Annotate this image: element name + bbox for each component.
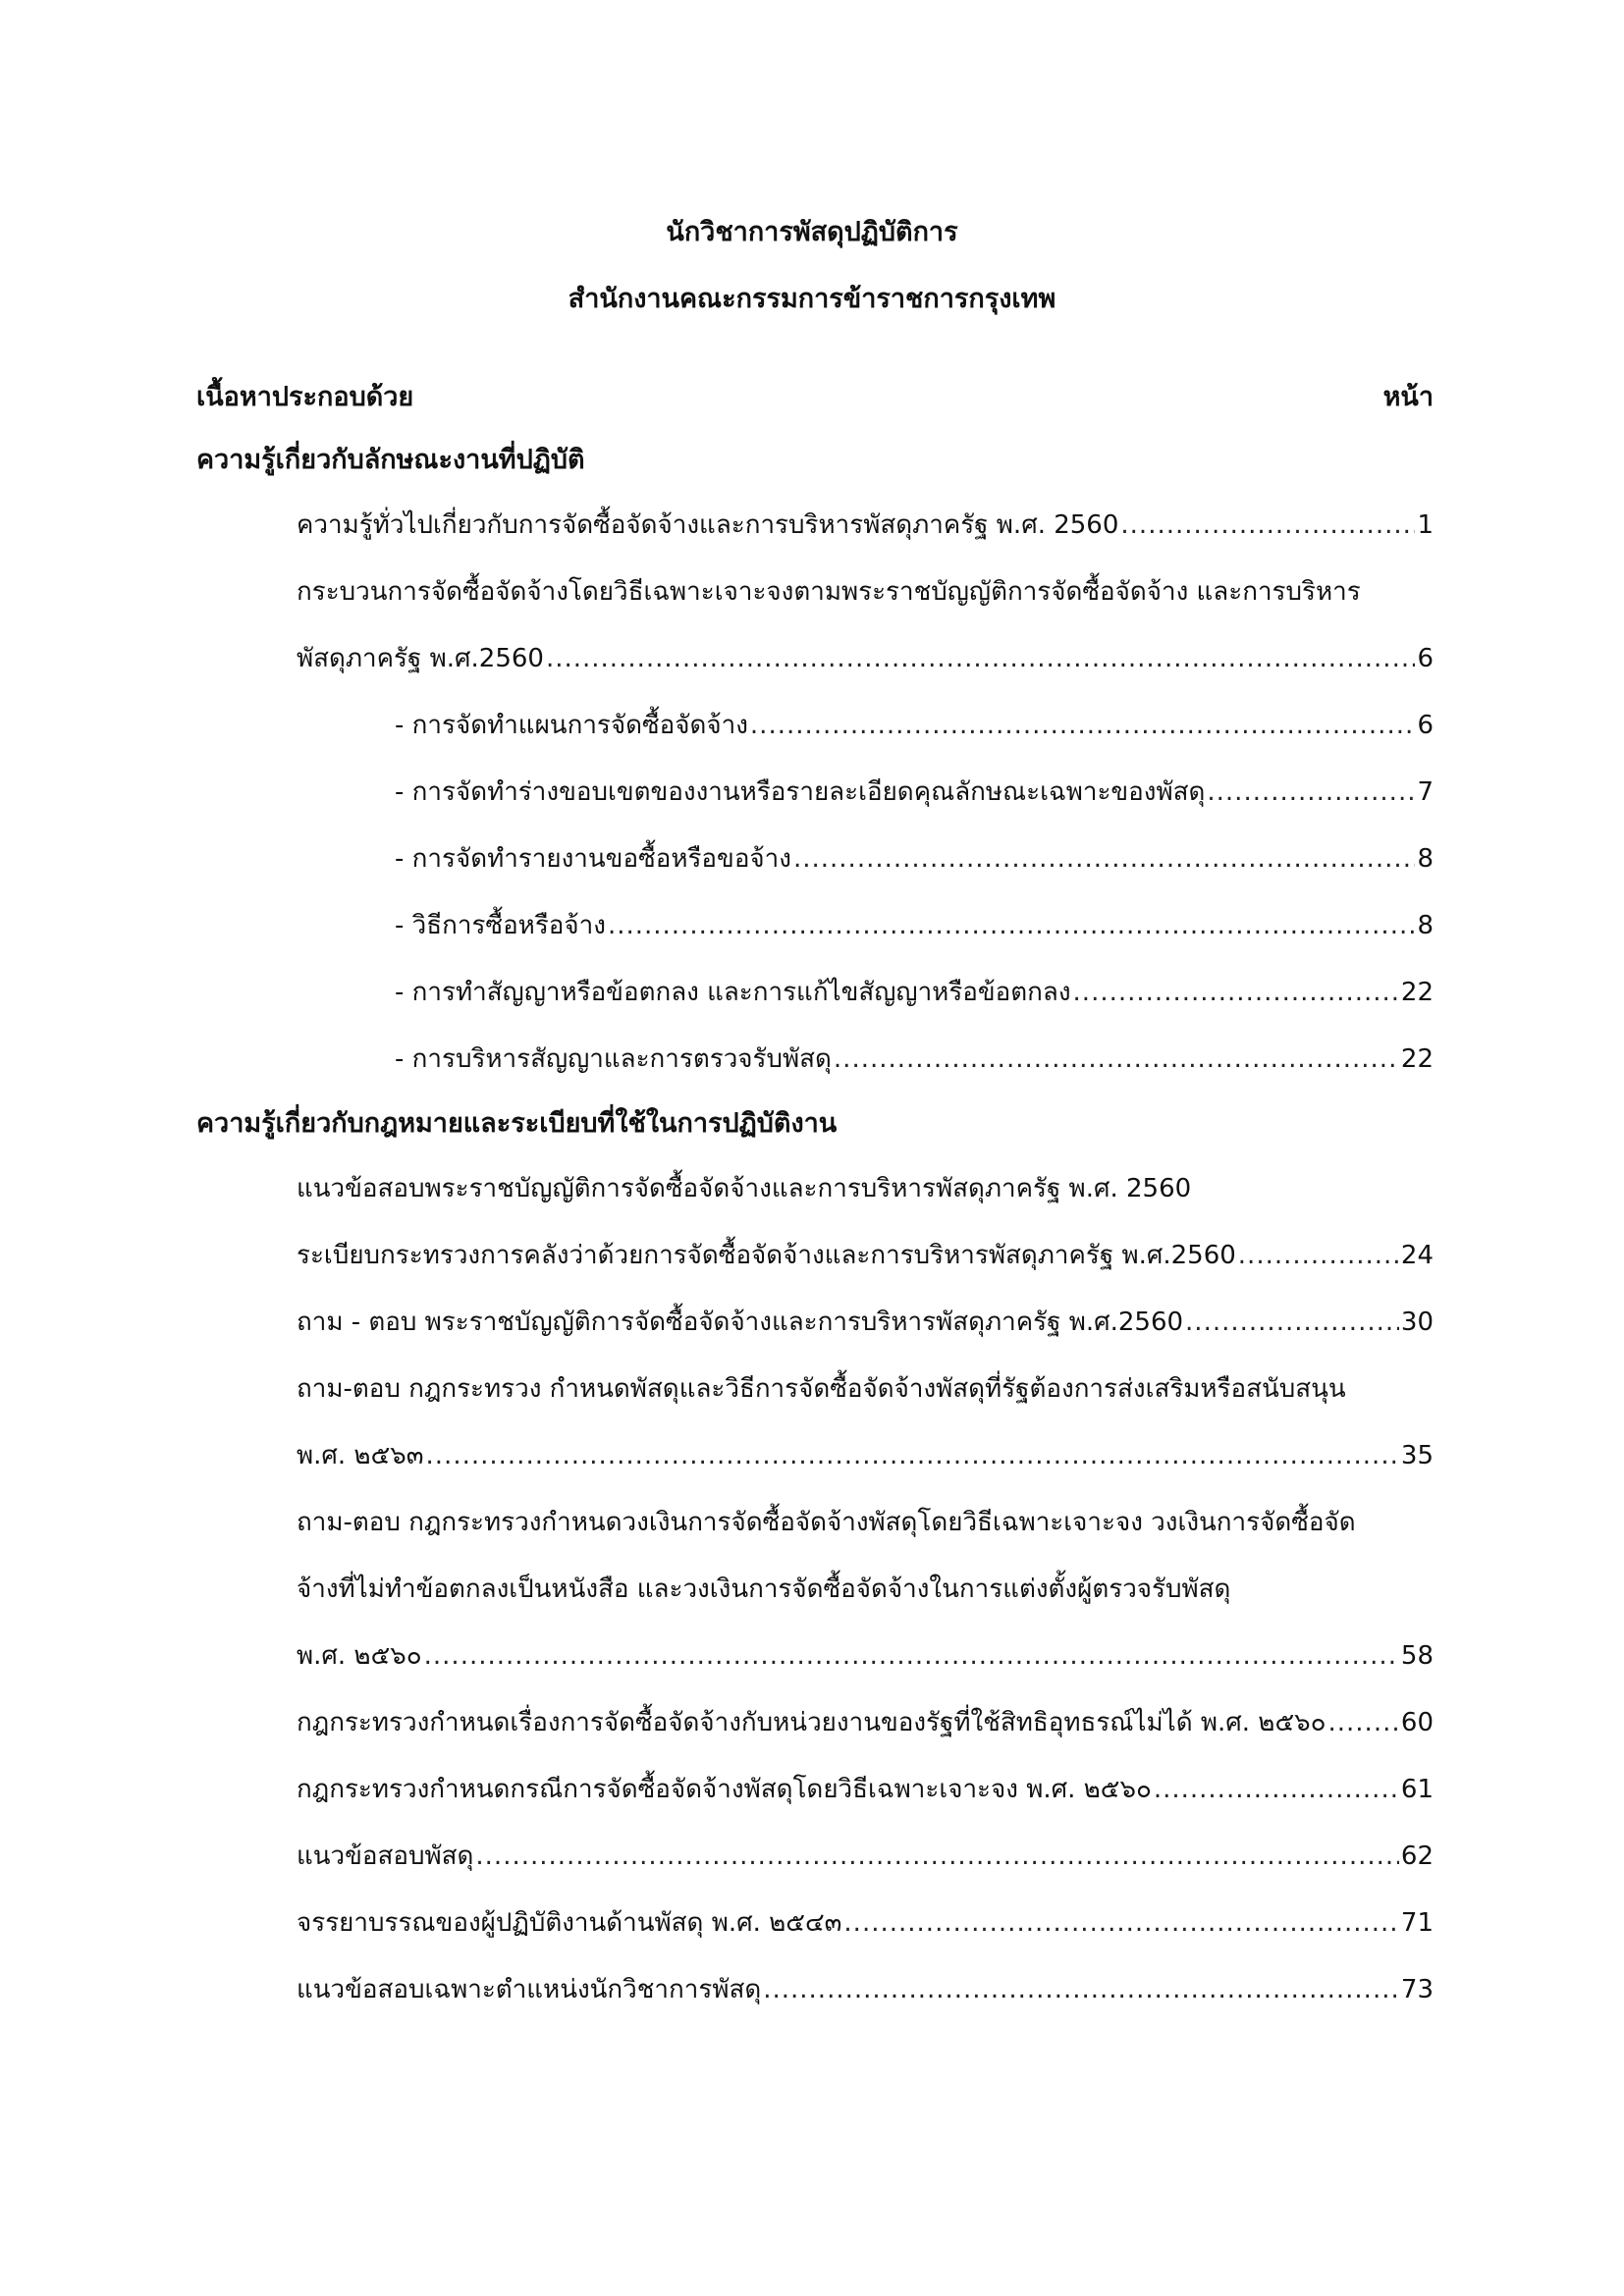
- toc-entry-text: ถาม - ตอบ พระราชบัญญัติการจัดซื้อจัดจ้างและการบริหารพัสดุภาครัฐ พ.ศ.2560: [297, 1308, 1184, 1337]
- toc-entry-page: 71: [1400, 1908, 1434, 1938]
- toc-subentry: [395, 705, 1434, 745]
- toc-subentry: [395, 972, 1434, 1012]
- toc-entry-page: 22: [1400, 1044, 1434, 1074]
- toc-entry-text: ถาม-ตอบ กฎกระทรวง กำหนดพัสดุและวิธีการจัดซื้อจัดจ้างพัสดุที่รัฐต้องการส่งเสริมหรือสนับสนุน: [297, 1374, 1346, 1404]
- toc-entry: [297, 1836, 1434, 1876]
- document-title: นักวิชาการพัสดุปฏิบัติการ: [666, 217, 958, 247]
- toc-entry-page: 61: [1400, 1775, 1434, 1804]
- toc-entry-text: - การจัดทำร่างขอบเขตของงานหรือรายละเอียดคุณลักษณะเฉพาะของพัสดุ: [395, 777, 1206, 807]
- toc-entry-text: แนวข้อสอบเฉพาะตำแหน่งนักวิชาการพัสดุ: [297, 1975, 762, 2004]
- toc-entry-page: 58: [1400, 1641, 1434, 1671]
- toc-entry-page: 24: [1400, 1241, 1434, 1270]
- toc-entry: [297, 1302, 1434, 1342]
- toc-entry-text: จ้างที่ไม่ทำข้อตกลงเป็นหนังสือ และวงเงินการจัดซื้อจัดจ้างในการแต่งตั้งผู้ตรวจรับพัสดุ: [297, 1575, 1231, 1604]
- toc-entry: [297, 1902, 1434, 1943]
- dot-leader: [1154, 1775, 1399, 1804]
- toc-entry-page: 30: [1400, 1308, 1434, 1337]
- document-subtitle: สำนักงานคณะกรรมการข้าราชการกรุงเทพ: [568, 284, 1056, 314]
- page-column-label: หน้า: [1382, 382, 1434, 412]
- toc-entry-text: - การจัดทำรายงานขอซื้อหรือขอจ้าง: [395, 844, 791, 874]
- toc-entry-text: กระบวนการจัดซื้อจัดจ้างโดยวิธีเฉพาะเจาะจงตามพระราชบัญญัติการจัดซื้อจัดจ้าง และการบริหาร: [297, 577, 1361, 607]
- toc-entry-text: ระเบียบกระทรวงการคลังว่าด้วยการจัดซื้อจัดจ้างและการบริหารพัสดุภาครัฐ พ.ศ.2560: [297, 1241, 1236, 1270]
- toc-entry-page: 6: [1417, 711, 1434, 740]
- contents-label: เนื้อหาประกอบด้วย: [196, 382, 414, 412]
- dot-leader: [834, 1044, 1399, 1074]
- toc-entry-page: 7: [1417, 777, 1434, 807]
- dot-leader: [750, 711, 1416, 740]
- toc-entry: [297, 1969, 1434, 2009]
- toc-entry: [297, 1769, 1434, 1809]
- toc-entry-text: - การบริหารสัญญาและการตรวจรับพัสดุ: [395, 1044, 832, 1074]
- dot-leader: [426, 1441, 1399, 1470]
- section-heading-law: ความรู้เกี่ยวกับกฎหมายและระเบียบที่ใช้ในการปฏิบัติงาน: [196, 1108, 838, 1139]
- toc-entry-text: พัสดุภาครัฐ พ.ศ.2560: [297, 644, 544, 673]
- toc-subentry: [395, 838, 1434, 879]
- toc-entry-page: 22: [1400, 978, 1434, 1007]
- toc-entry-page: 8: [1417, 844, 1434, 874]
- section-heading-work: ความรู้เกี่ยวกับลักษณะงานที่ปฏิบัติ: [196, 445, 585, 475]
- dot-leader: [608, 911, 1416, 940]
- toc-entry-page: 8: [1417, 911, 1434, 940]
- toc-subentry: [395, 905, 1434, 945]
- toc-entry: [297, 1435, 1434, 1475]
- dot-leader: [1073, 978, 1399, 1007]
- toc-entry-text: - การทำสัญญาหรือข้อตกลง และการแก้ไขสัญญาหรือข้อตกลง: [395, 978, 1071, 1007]
- toc-entry-page: 6: [1417, 644, 1434, 673]
- toc-entry-text: ความรู้ทั่วไปเกี่ยวกับการจัดซื้อจัดจ้างและการบริหารพัสดุภาครัฐ พ.ศ. 2560: [297, 510, 1119, 540]
- toc-entry-text: พ.ศ. ๒๕๖๐: [297, 1641, 422, 1671]
- toc-entry: [297, 1235, 1434, 1275]
- toc-entry-page: 35: [1400, 1441, 1434, 1470]
- dot-leader: [1328, 1708, 1399, 1737]
- dot-leader: [546, 644, 1416, 673]
- dot-leader: [843, 1908, 1398, 1938]
- toc-entry-page: 60: [1400, 1708, 1434, 1737]
- toc-entry-text: แนวข้อสอบพัสดุ: [297, 1842, 474, 1871]
- toc-entry-text: - การจัดทำแผนการจัดซื้อจัดจ้าง: [395, 711, 748, 740]
- toc-subentry: [395, 772, 1434, 812]
- toc-entry-text: พ.ศ. ๒๕๖๓: [297, 1441, 424, 1470]
- dot-leader: [793, 844, 1415, 874]
- toc-entry: [297, 505, 1434, 545]
- dot-leader: [1238, 1241, 1399, 1270]
- dot-leader: [475, 1842, 1399, 1871]
- toc-entry-text: แนวข้อสอบพระราชบัญญัติการจัดซื้อจัดจ้างและการบริหารพัสดุภาครัฐ พ.ศ. 2560: [297, 1174, 1192, 1203]
- dot-leader: [1185, 1308, 1399, 1337]
- toc-entry-text: กฎกระทรวงกำหนดเรื่องการจัดซื้อจัดจ้างกับหน่วยงานของรัฐที่ใช้สิทธิอุทธรณ์ไม่ได้ พ.ศ. ๒๕๖๐: [297, 1708, 1326, 1737]
- dot-leader: [424, 1641, 1399, 1671]
- toc-entry-page: 62: [1400, 1842, 1434, 1871]
- toc-entry-text: ถาม-ตอบ กฎกระทรวงกำหนดวงเงินการจัดซื้อจัดจ้างพัสดุโดยวิธีเฉพาะเจาะจง วงเงินการจัดซื้อจัด: [297, 1508, 1356, 1537]
- dot-leader: [1120, 510, 1415, 540]
- toc-entry-page: 1: [1417, 510, 1434, 540]
- toc-subentry: [395, 1039, 1434, 1079]
- toc-entry: [297, 638, 1434, 678]
- toc-entry-page: 73: [1400, 1975, 1434, 2004]
- toc-entry: [297, 1635, 1434, 1676]
- toc-entry-text: กฎกระทรวงกำหนดกรณีการจัดซื้อจัดจ้างพัสดุโดยวิธีเฉพาะเจาะจง พ.ศ. ๒๕๖๐: [297, 1775, 1152, 1804]
- toc-entry-text: จรรยาบรรณของผู้ปฏิบัติงานด้านพัสดุ พ.ศ. ๒๕๔๓: [297, 1908, 842, 1938]
- toc-entry: [297, 1702, 1434, 1742]
- toc-entry-text: - วิธีการซื้อหรือจ้าง: [395, 911, 606, 940]
- dot-leader: [763, 1975, 1399, 2004]
- dot-leader: [1207, 777, 1415, 807]
